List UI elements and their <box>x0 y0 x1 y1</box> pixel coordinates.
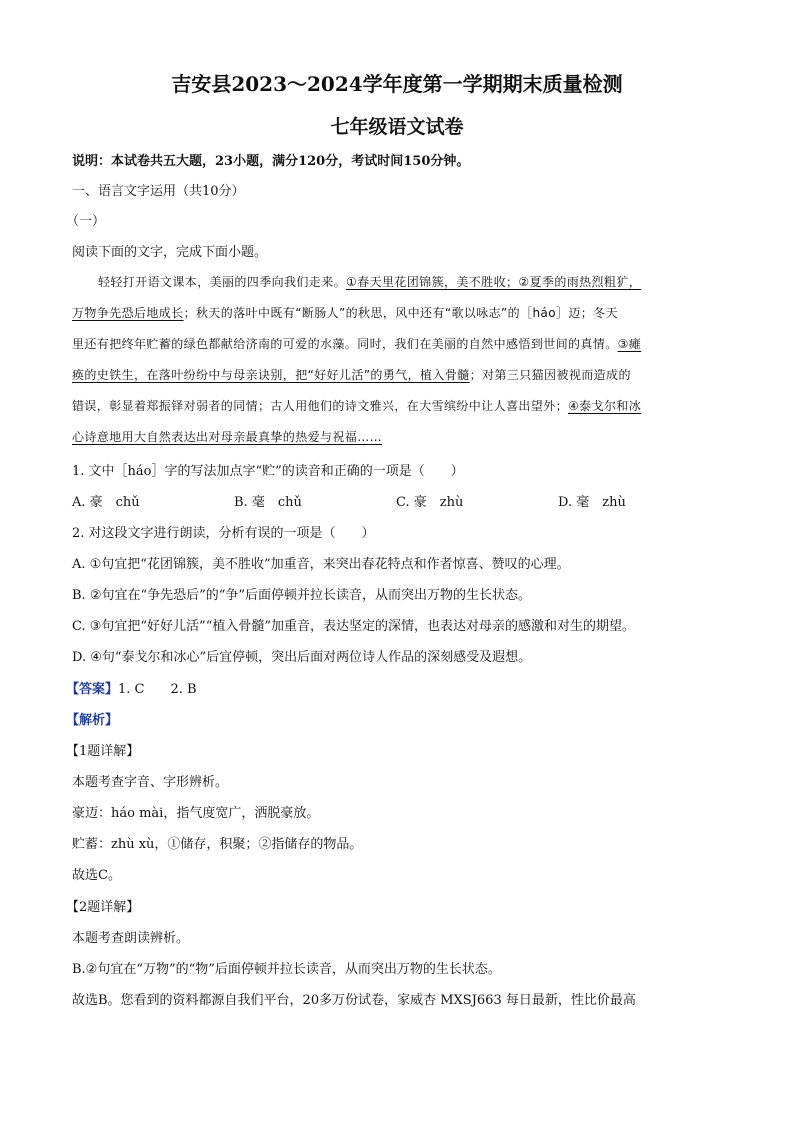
passage-text: 错误，彰显着郑振铎对弱者的同情；古人用他们的诗文雅兴，在大雪缤纷中让人喜出望外； <box>72 399 569 413</box>
passage-text: 轻轻打开语文课本，美丽的四季向我们走来。 <box>98 275 347 289</box>
detail-1-line: 豪迈：háo mài，指气度宽广，洒脱豪放。 <box>72 806 320 821</box>
q1-option-b: B. 毫 chǔ <box>234 495 302 510</box>
answer-row <box>66 680 197 700</box>
passage-underlined: 心诗意地用大自然表达出对母亲最真挚的热爱与祝福…… <box>72 430 383 444</box>
answer-text: 1. C 2. B <box>118 682 197 697</box>
passage-line-2 <box>72 303 618 323</box>
reading-passage <box>72 272 718 452</box>
detail-2-heading: 【2题详解】 <box>66 900 140 915</box>
question-2-stem: 2. 对这段文字进行朗读，分析有误的一项是（ ） <box>72 526 375 541</box>
passage-underlined: 痪的史铁生，在落叶纷纷中与母亲诀别，把“好好儿活”的勇气，植入骨髓 <box>72 368 470 382</box>
passage-underlined: ③瘫 <box>617 337 642 351</box>
reading-prompt: 阅读下面的文字，完成下面小题。 <box>72 245 268 260</box>
passage-line-6 <box>72 427 382 447</box>
detail-1-heading: 【1题详解】 <box>66 744 140 759</box>
q2-option-d: D. ④句“泰戈尔和冰心”后宜停顿，突出后面对两位诗人作品的深刻感受及遐想。 <box>72 650 532 665</box>
detail-2-line: 故选B。您看到的资料都源自我们平台，20多万份试卷，家威杏 MXSJ663 每日最新，性比价最高 <box>72 993 636 1008</box>
passage-text: ；对第三只猫因被视而造成的 <box>469 368 631 382</box>
passage-text: 里还有把终年贮蓄的绿色都献给济南的可爱的水藻。同时，我们在美丽的自然中感悟到世间的真情。 <box>72 337 618 351</box>
part-label: （一） <box>66 214 106 229</box>
question-1-stem: 1. 文中［háo］字的写法加点字“贮”的读音和正确的一项是（ ） <box>72 464 464 479</box>
passage-line-3 <box>72 334 641 354</box>
section-title: 一、语言文字运用（共10分） <box>72 184 245 199</box>
q2-option-a: A. ①句宜把“花团锦簇，美不胜收”加重音，来突出春花特点和作者惊喜、赞叹的心理。 <box>72 557 570 572</box>
passage-underlined: 万物争先恐后地成长 <box>72 306 184 320</box>
q1-option-c: C. 豪 zhù <box>396 495 464 510</box>
detail-1-line: 故选C。 <box>72 868 121 883</box>
detail-1-line: 贮蓄：zhù xù，①储存，积聚；②指储存的物品。 <box>72 837 363 852</box>
exam-title: 吉安县2023～2024学年度第一学期期末质量检测 <box>171 72 623 96</box>
answer-label: 【答案】 <box>66 682 119 697</box>
passage-text: ；秋天的落叶中既有“断肠人”的秋思，风中还有“歌以咏志”的［háo］迈；冬天 <box>183 306 618 320</box>
passage-line-5 <box>72 396 641 416</box>
detail-1-line: 本题考查字音、字形辨析。 <box>72 775 229 790</box>
q1-option-a: A. 豪 chǔ <box>72 495 140 510</box>
analysis-label: 【解析】 <box>66 713 119 728</box>
exam-subtitle: 七年级语文试卷 <box>330 116 464 138</box>
q2-option-b: B. ②句宜在“争先恐后”的“争”后面停顿并拉长读音，从而突出万物的生长状态。 <box>72 588 532 603</box>
instructions: 说明：本试卷共五大题，23小题，满分120分，考试时间150分钟。 <box>72 154 470 169</box>
passage-line-1 <box>98 272 641 292</box>
detail-2-line: 本题考查朗读辨析。 <box>72 931 190 946</box>
passage-underlined: ④泰戈尔和冰 <box>568 399 642 413</box>
q2-option-c: C. ③句宜把“好好儿活”“植入骨髓”加重音，表达坚定的深情，也表达对母亲的感激和对生的期望。 <box>72 619 635 634</box>
passage-line-4 <box>72 365 631 385</box>
q1-option-d: D. 毫 zhù <box>558 495 626 510</box>
detail-2-line: B.②句宜在“万物”的“物”后面停顿并拉长读音，从而突出万物的生长状态。 <box>72 962 501 977</box>
passage-underlined: ①春天里花团锦簇，美不胜收；②夏季的雨热烈粗犷， <box>346 275 642 289</box>
